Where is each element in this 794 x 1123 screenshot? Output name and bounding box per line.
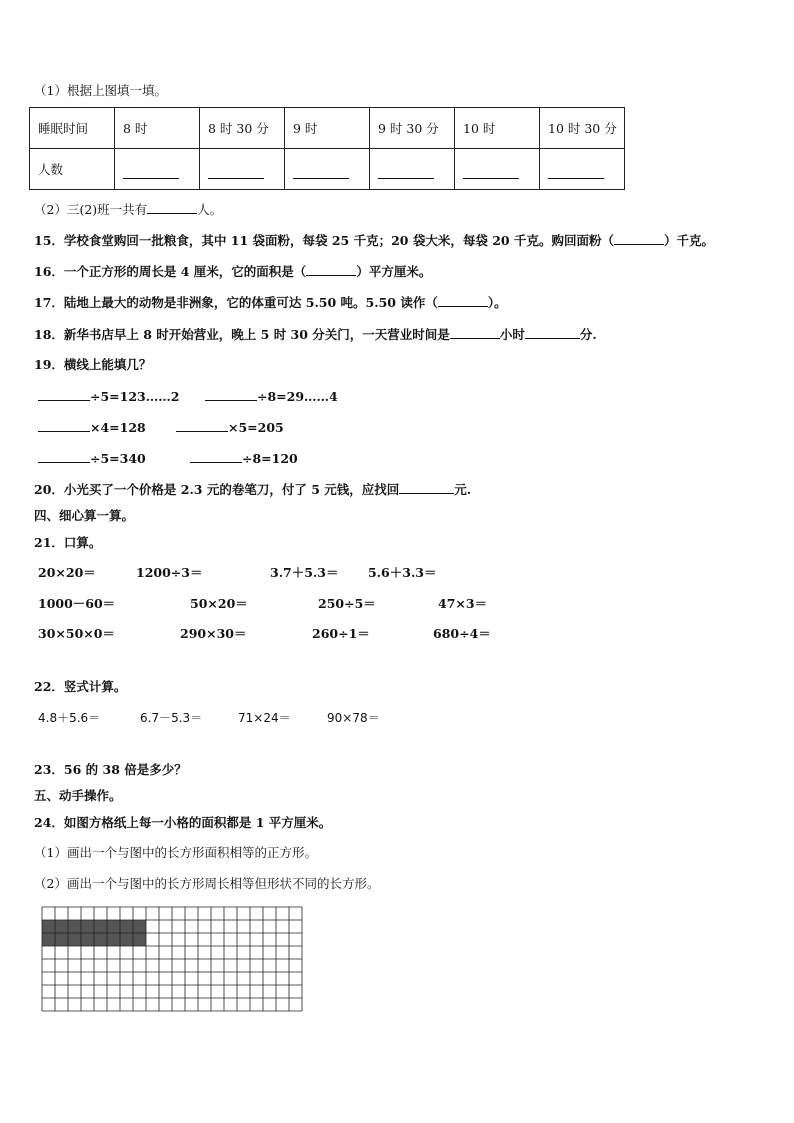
q21-title: 21．口算。 (34, 535, 102, 550)
time-cell: 10 时 30 分 (540, 108, 625, 149)
answer-blank[interactable] (205, 388, 257, 401)
q24-title: 24．如图方格纸上每一小格的面积都是 1 平方厘米。 (34, 815, 332, 830)
table-row (30, 149, 625, 190)
time-cell: 8 时 (115, 108, 200, 149)
q16 (34, 263, 431, 280)
answer-blank[interactable] (200, 149, 285, 190)
q19-item (38, 419, 146, 436)
q14-part2 (34, 201, 222, 218)
answer-blank[interactable] (540, 149, 625, 190)
q19-expression: ×5=205 (228, 420, 284, 435)
q22-title: 22．竖式计算。 (34, 679, 127, 694)
mental-math-item: 3.7＋5.3＝ (270, 565, 339, 580)
q15-text: 15．学校食堂购回一批粮食，其中 11 袋面粉，每袋 25 千克；20 袋大米，每袋 20 千克。购回面粉（ (34, 233, 614, 248)
mental-math-item: 260÷1＝ (312, 626, 370, 641)
q19-title: 19．横线上能填几？ (34, 357, 152, 372)
q19-expression: ÷8=29……4 (257, 389, 338, 404)
mental-math-item: 1000－60＝ (38, 596, 116, 611)
table-row (30, 108, 625, 149)
answer-blank[interactable] (306, 263, 356, 276)
answer-blank[interactable] (450, 326, 500, 339)
q14-part2-text: （2）三(2)班一共有 (34, 202, 148, 217)
q16-suffix: ）平方厘米。 (356, 264, 432, 279)
vertical-calc-item: 6.7－5.3＝ (140, 711, 203, 725)
mental-math-item: 250÷5＝ (318, 596, 376, 611)
q18-text: 18．新华书店早上 8 时开始营业，晚上 5 时 30 分关门，一天营业时间是 (34, 327, 450, 342)
q23: 23．56 的 38 倍是多少？ (34, 762, 187, 777)
answer-blank[interactable] (455, 149, 540, 190)
q19-expression: ×4=128 (90, 420, 146, 435)
mental-math-item: 47×3＝ (438, 596, 488, 611)
q20-suffix: 元. (454, 482, 472, 497)
q20 (34, 481, 471, 498)
sleep-table (29, 107, 625, 190)
answer-blank[interactable] (614, 232, 664, 245)
q17 (34, 294, 507, 311)
q19-item (190, 450, 298, 467)
answer-blank[interactable] (38, 388, 90, 401)
row-label-count: 人数 (30, 149, 115, 190)
vertical-calc-item: 4.8＋5.6＝ (38, 711, 101, 725)
q19-item (38, 388, 179, 405)
time-cell: 10 时 (455, 108, 540, 149)
mental-math-item: 5.6＋3.3＝ (368, 565, 437, 580)
section-heading: 五、动手操作。 (34, 788, 122, 803)
q14-part2-suffix: 人。 (197, 202, 223, 217)
answer-blank[interactable] (38, 419, 90, 432)
q18-hours-label: 小时 (499, 327, 525, 342)
q19-item (205, 388, 338, 405)
time-cell: 9 时 (285, 108, 370, 149)
answer-blank[interactable] (38, 450, 90, 463)
vertical-calc-item: 71×24＝ (238, 711, 291, 725)
q19-item (176, 419, 284, 436)
q15 (34, 232, 714, 249)
q19-expression: ÷5=340 (90, 451, 146, 466)
answer-blank[interactable] (438, 294, 488, 307)
mental-math-item: 290×30＝ (180, 626, 247, 641)
q24-part1: （1）画出一个与图中的长方形面积相等的正方形。 (34, 845, 317, 860)
mental-math-item: 680÷4＝ (433, 626, 491, 641)
section-heading: 四、细心算一算。 (34, 508, 135, 523)
q18 (34, 326, 597, 343)
answer-blank[interactable] (115, 149, 200, 190)
q16-text: 16．一个正方形的周长是 4 厘米，它的面积是（ (34, 264, 307, 279)
answer-blank[interactable] (176, 419, 228, 432)
q20-text: 20．小光买了一个价格是 2.3 元的卷笔刀，付了 5 元钱，应找回 (34, 482, 400, 497)
mental-math-item: 20×20＝ (38, 565, 96, 580)
time-cell: 8 时 30 分 (200, 108, 285, 149)
q19-expression: ÷8=120 (242, 451, 298, 466)
answer-blank[interactable] (285, 149, 370, 190)
q18-suffix: 分. (579, 327, 597, 342)
q24-part2: （2）画出一个与图中的长方形周长相等但形状不同的长方形。 (34, 876, 380, 891)
mental-math-item: 50×20＝ (190, 596, 248, 611)
answer-blank[interactable] (190, 450, 242, 463)
answer-blank[interactable] (370, 149, 455, 190)
answer-blank[interactable] (147, 201, 197, 214)
q17-text: 17．陆地上最大的动物是非洲象，它的体重可达 5.50 吨。5.50 读作（ (34, 295, 438, 310)
q15-suffix: ）千克。 (663, 233, 714, 248)
mental-math-item: 1200÷3＝ (136, 565, 203, 580)
q19-item (38, 450, 146, 467)
q14-part1: （1）根据上图填一填。 (34, 83, 167, 98)
mental-math-item: 30×50×0＝ (38, 626, 115, 641)
time-cell: 9 时 30 分 (370, 108, 455, 149)
answer-blank[interactable] (525, 326, 580, 339)
graph-paper-grid[interactable] (41, 906, 303, 1012)
row-label-sleep-time: 睡眠时间 (30, 108, 115, 149)
q17-suffix: ）。 (487, 295, 507, 310)
vertical-calc-item: 90×78＝ (327, 711, 380, 725)
q19-expression: ÷5=123……2 (90, 389, 180, 404)
answer-blank[interactable] (399, 481, 454, 494)
